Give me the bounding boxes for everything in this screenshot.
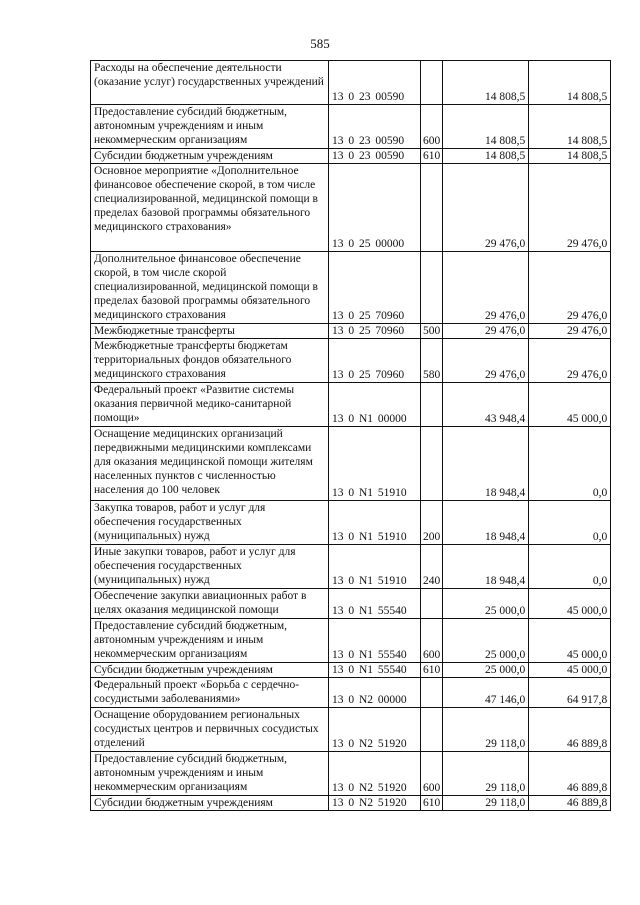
row-expense-type: 580 (421, 339, 443, 383)
budget-table (90, 60, 611, 811)
table-row (91, 339, 611, 383)
row-sum-2: 64 917,8 (529, 678, 611, 708)
row-expense-type (421, 427, 443, 501)
row-sum-1: 25 000,0 (443, 619, 529, 663)
row-name: Иные закупки товаров, работ и услуг для обеспечения государственных (муниципальных) нужд (91, 545, 329, 589)
row-sum-1: 18 948,4 (443, 427, 529, 501)
row-name: Федеральный проект «Борьба с сердечно-сосудистыми заболеваниями» (91, 678, 329, 708)
row-code: 13 0 N1 51910 (329, 545, 421, 589)
table-row (91, 61, 611, 105)
row-sum-1: 29 118,0 (443, 752, 529, 796)
row-expense-type: 240 (421, 545, 443, 589)
row-expense-type: 600 (421, 619, 443, 663)
row-name: Предоставление субсидий бюджетным, автономным учреждениям и иным некоммерческим организациям (91, 105, 329, 149)
row-code: 13 0 23 00590 (329, 61, 421, 105)
row-code: 13 0 N2 00000 (329, 678, 421, 708)
row-name: Межбюджетные трансферты (91, 324, 329, 339)
row-name: Обеспечение закупки авиационных работ в целях оказания медицинской помощи (91, 589, 329, 619)
row-code: 13 0 25 70960 (329, 339, 421, 383)
row-sum-2: 46 889,8 (529, 708, 611, 752)
row-expense-type: 200 (421, 501, 443, 545)
row-code: 13 0 N2 51920 (329, 752, 421, 796)
table-row (91, 708, 611, 752)
row-code: 13 0 N1 55540 (329, 619, 421, 663)
row-sum-1: 29 118,0 (443, 708, 529, 752)
row-code: 13 0 25 70960 (329, 324, 421, 339)
row-expense-type: 500 (421, 324, 443, 339)
row-sum-2: 14 808,5 (529, 105, 611, 149)
row-code: 13 0 N2 51920 (329, 796, 421, 811)
row-expense-type (421, 708, 443, 752)
row-sum-1: 25 000,0 (443, 589, 529, 619)
row-sum-2: 14 808,5 (529, 149, 611, 164)
table-row (91, 164, 611, 252)
row-expense-type (421, 164, 443, 252)
row-name: Дополнительное финансовое обеспечение скорой, в том числе скорой специализированной, медицинской помощи в пределах базовой программы обязательного медицинского страхования (91, 252, 329, 324)
row-expense-type (421, 383, 443, 427)
row-sum-1: 18 948,4 (443, 545, 529, 589)
row-name: Оснащение медицинских организаций передвижными медицинскими комплексами для оказания медицинской помощи жителям населенных пунктов с численностью населения до 100 человек (91, 427, 329, 501)
row-name: Субсидии бюджетным учреждениям (91, 796, 329, 811)
row-sum-1: 29 476,0 (443, 324, 529, 339)
table-row (91, 252, 611, 324)
row-sum-1: 14 808,5 (443, 105, 529, 149)
row-sum-2: 45 000,0 (529, 663, 611, 678)
row-expense-type: 610 (421, 796, 443, 811)
table-row (91, 427, 611, 501)
row-name: Субсидии бюджетным учреждениям (91, 663, 329, 678)
row-sum-2: 45 000,0 (529, 383, 611, 427)
table-row (91, 678, 611, 708)
row-expense-type: 610 (421, 663, 443, 678)
row-sum-2: 29 476,0 (529, 252, 611, 324)
row-code: 13 0 N2 51920 (329, 708, 421, 752)
row-sum-1: 29 118,0 (443, 796, 529, 811)
row-code: 13 0 N1 51910 (329, 501, 421, 545)
row-expense-type (421, 61, 443, 105)
page-number: 585 (310, 36, 330, 51)
row-sum-1: 47 146,0 (443, 678, 529, 708)
row-sum-1: 29 476,0 (443, 339, 529, 383)
row-sum-2: 0,0 (529, 427, 611, 501)
row-sum-1: 29 476,0 (443, 164, 529, 252)
row-sum-1: 14 808,5 (443, 149, 529, 164)
row-code: 13 0 N1 51910 (329, 427, 421, 501)
row-sum-1: 29 476,0 (443, 252, 529, 324)
row-name: Предоставление субсидий бюджетным, автономным учреждениям и иным некоммерческим организациям (91, 752, 329, 796)
row-sum-2: 29 476,0 (529, 164, 611, 252)
row-name: Межбюджетные трансферты бюджетам территориальных фондов обязательного медицинского страхования (91, 339, 329, 383)
table-row (91, 663, 611, 678)
table-row (91, 149, 611, 164)
row-sum-2: 45 000,0 (529, 589, 611, 619)
row-sum-1: 25 000,0 (443, 663, 529, 678)
row-expense-type: 600 (421, 752, 443, 796)
row-code: 13 0 25 70960 (329, 252, 421, 324)
table-row (91, 324, 611, 339)
row-code: 13 0 N1 55540 (329, 663, 421, 678)
row-name: Предоставление субсидий бюджетным, автономным учреждениям и иным некоммерческим организациям (91, 619, 329, 663)
row-sum-2: 29 476,0 (529, 324, 611, 339)
row-name: Расходы на обеспечение деятельности (оказание услуг) государственных учреждений (91, 61, 329, 105)
row-sum-2: 46 889,8 (529, 752, 611, 796)
row-expense-type (421, 678, 443, 708)
row-sum-2: 14 808,5 (529, 61, 611, 105)
table-row (91, 545, 611, 589)
table-row (91, 105, 611, 149)
row-expense-type (421, 252, 443, 324)
row-sum-2: 46 889,8 (529, 796, 611, 811)
table-row (91, 796, 611, 811)
row-code: 13 0 25 00000 (329, 164, 421, 252)
row-code: 13 0 N1 55540 (329, 589, 421, 619)
row-name: Субсидии бюджетным учреждениям (91, 149, 329, 164)
row-code: 13 0 23 00590 (329, 105, 421, 149)
table-row (91, 589, 611, 619)
row-sum-2: 0,0 (529, 545, 611, 589)
row-sum-2: 29 476,0 (529, 339, 611, 383)
row-code: 13 0 N1 00000 (329, 383, 421, 427)
row-name: Закупка товаров, работ и услуг для обеспечения государственных (муниципальных) нужд (91, 501, 329, 545)
table-row (91, 752, 611, 796)
row-code: 13 0 23 00590 (329, 149, 421, 164)
table-row (91, 383, 611, 427)
row-expense-type: 610 (421, 149, 443, 164)
row-name: Федеральный проект «Развитие системы оказания первичной медико-санитарной помощи» (91, 383, 329, 427)
row-name: Основное мероприятие «Дополнительное финансовое обеспечение скорой, в том числе специализированной, медицинской помощи в пределах базовой программы обязательного медицинского страхования» (91, 164, 329, 252)
row-sum-2: 45 000,0 (529, 619, 611, 663)
row-sum-1: 43 948,4 (443, 383, 529, 427)
row-expense-type (421, 589, 443, 619)
row-sum-1: 14 808,5 (443, 61, 529, 105)
table-row (91, 501, 611, 545)
row-sum-1: 18 948,4 (443, 501, 529, 545)
row-sum-2: 0,0 (529, 501, 611, 545)
row-expense-type: 600 (421, 105, 443, 149)
row-name: Оснащение оборудованием региональных сосудистых центров и первичных сосудистых отделений (91, 708, 329, 752)
table-row (91, 619, 611, 663)
